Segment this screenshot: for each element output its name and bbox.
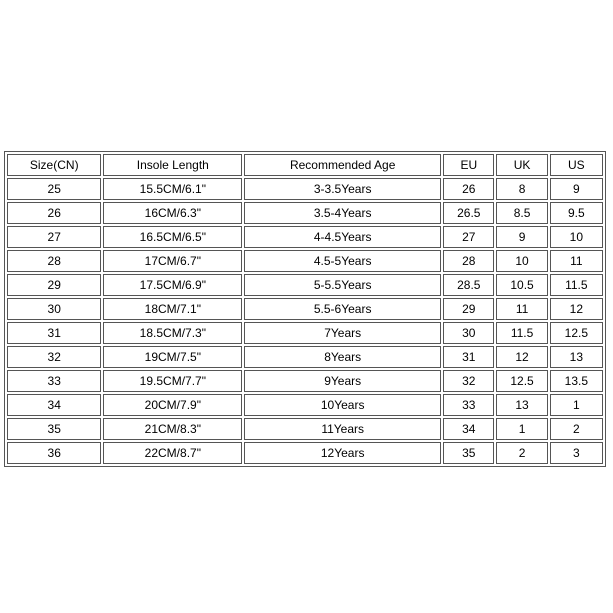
cell-size-cn: 29: [7, 274, 101, 296]
cell-uk: 12: [496, 346, 547, 368]
table-row: [7, 226, 603, 248]
cell-us: 12.5: [550, 322, 603, 344]
cell-uk: 11.5: [496, 322, 547, 344]
cell-us: 2: [550, 418, 603, 440]
cell-uk: 10.5: [496, 274, 547, 296]
cell-uk: 2: [496, 442, 547, 464]
table-row: [7, 178, 603, 200]
header-uk: UK: [496, 154, 547, 176]
cell-uk: 10: [496, 250, 547, 272]
cell-recommended-age: 11Years: [244, 418, 441, 440]
cell-insole-length: 16CM/6.3": [103, 202, 242, 224]
cell-us: 13: [550, 346, 603, 368]
cell-recommended-age: 5.5-6Years: [244, 298, 441, 320]
cell-eu: 28.5: [443, 274, 494, 296]
cell-eu: 26.5: [443, 202, 494, 224]
table-row: [7, 274, 603, 296]
cell-size-cn: 25: [7, 178, 101, 200]
cell-eu: 27: [443, 226, 494, 248]
cell-uk: 1: [496, 418, 547, 440]
cell-size-cn: 28: [7, 250, 101, 272]
cell-recommended-age: 8Years: [244, 346, 441, 368]
header-eu: EU: [443, 154, 494, 176]
cell-size-cn: 27: [7, 226, 101, 248]
cell-insole-length: 15.5CM/6.1": [103, 178, 242, 200]
cell-uk: 13: [496, 394, 547, 416]
cell-recommended-age: 4.5-5Years: [244, 250, 441, 272]
cell-size-cn: 26: [7, 202, 101, 224]
cell-insole-length: 17.5CM/6.9": [103, 274, 242, 296]
cell-eu: 31: [443, 346, 494, 368]
cell-uk: 11: [496, 298, 547, 320]
cell-us: 3: [550, 442, 603, 464]
cell-eu: 28: [443, 250, 494, 272]
cell-us: 9.5: [550, 202, 603, 224]
table-row: [7, 202, 603, 224]
cell-uk: 12.5: [496, 370, 547, 392]
cell-eu: 26: [443, 178, 494, 200]
cell-insole-length: 19.5CM/7.7": [103, 370, 242, 392]
cell-uk: 8: [496, 178, 547, 200]
cell-insole-length: 17CM/6.7": [103, 250, 242, 272]
cell-insole-length: 20CM/7.9": [103, 394, 242, 416]
header-us: US: [550, 154, 603, 176]
table-row: [7, 394, 603, 416]
cell-eu: 32: [443, 370, 494, 392]
cell-insole-length: 16.5CM/6.5": [103, 226, 242, 248]
cell-size-cn: 30: [7, 298, 101, 320]
cell-insole-length: 21CM/8.3": [103, 418, 242, 440]
cell-recommended-age: 7Years: [244, 322, 441, 344]
cell-us: 11.5: [550, 274, 603, 296]
cell-eu: 34: [443, 418, 494, 440]
cell-insole-length: 19CM/7.5": [103, 346, 242, 368]
table-row: [7, 250, 603, 272]
cell-recommended-age: 12Years: [244, 442, 441, 464]
cell-size-cn: 36: [7, 442, 101, 464]
cell-us: 9: [550, 178, 603, 200]
header-insole-length: Insole Length: [103, 154, 242, 176]
cell-uk: 9: [496, 226, 547, 248]
table-row: [7, 370, 603, 392]
cell-us: 11: [550, 250, 603, 272]
cell-size-cn: 34: [7, 394, 101, 416]
cell-size-cn: 33: [7, 370, 101, 392]
table-row: [7, 442, 603, 464]
cell-size-cn: 35: [7, 418, 101, 440]
cell-recommended-age: 3-3.5Years: [244, 178, 441, 200]
cell-recommended-age: 3.5-4Years: [244, 202, 441, 224]
table-row: [7, 346, 603, 368]
cell-eu: 29: [443, 298, 494, 320]
cell-recommended-age: 10Years: [244, 394, 441, 416]
cell-recommended-age: 5-5.5Years: [244, 274, 441, 296]
cell-recommended-age: 9Years: [244, 370, 441, 392]
table-row: [7, 322, 603, 344]
cell-us: 12: [550, 298, 603, 320]
cell-insole-length: 18CM/7.1": [103, 298, 242, 320]
header-size-cn: Size(CN): [7, 154, 101, 176]
cell-us: 1: [550, 394, 603, 416]
cell-us: 13.5: [550, 370, 603, 392]
size-chart-table: [4, 151, 606, 467]
header-recommended-age: Recommended Age: [244, 154, 441, 176]
cell-us: 10: [550, 226, 603, 248]
cell-recommended-age: 4-4.5Years: [244, 226, 441, 248]
cell-eu: 30: [443, 322, 494, 344]
table-row: [7, 298, 603, 320]
header-row: [7, 154, 603, 176]
cell-uk: 8.5: [496, 202, 547, 224]
cell-size-cn: 32: [7, 346, 101, 368]
cell-insole-length: 22CM/8.7": [103, 442, 242, 464]
cell-insole-length: 18.5CM/7.3": [103, 322, 242, 344]
cell-eu: 35: [443, 442, 494, 464]
cell-size-cn: 31: [7, 322, 101, 344]
table-row: [7, 418, 603, 440]
cell-eu: 33: [443, 394, 494, 416]
